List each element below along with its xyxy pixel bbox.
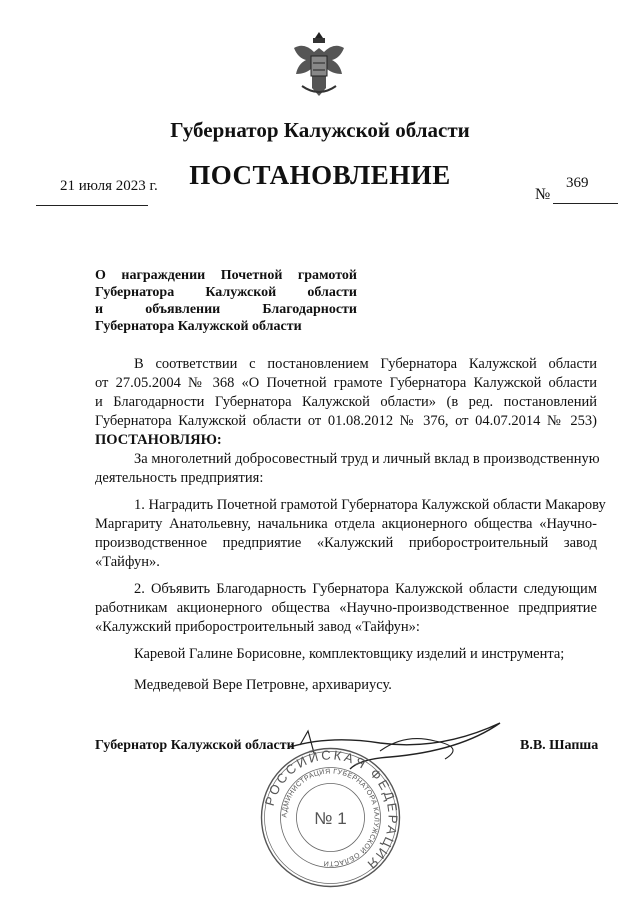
resolve-word: ПОСТАНОВЛЯЮ: <box>95 432 222 448</box>
document-type-title: ПОСТАНОВЛЕНИЕ <box>189 160 451 190</box>
preamble-line: В соответствии с постановлением Губернатора Калужской области <box>134 356 597 372</box>
seal-inner-text: АДМИНИСТРАЦИЯ ГУБЕРНАТОРА КАЛУЖСКОЙ ОБЛАСТИ <box>281 768 380 867</box>
reason-line: деятельность предприятия: <box>95 470 264 486</box>
subject-word: Калужской <box>205 285 277 300</box>
subject-line <box>95 301 357 318</box>
subject-word: области <box>307 285 357 300</box>
subject-word: объявлении <box>145 302 221 317</box>
item2-line: 2. Объявить Благодарность Губернатора Калужской области следующим <box>134 581 597 597</box>
item1-line: «Тайфун». <box>95 554 160 570</box>
subject-line <box>95 318 357 335</box>
item1-line: Маргариту Анатольевну, начальника отдела акционерного общества «Научно- <box>95 516 597 532</box>
subject-word: награждении <box>121 268 206 283</box>
subject-word: Благодарности <box>262 302 357 317</box>
number-underline <box>553 203 618 204</box>
subject-line <box>95 267 357 284</box>
document-date: 21 июля 2023 г. <box>60 178 158 194</box>
subject-word: и <box>95 302 104 317</box>
office-title: Губернатор Калужской области <box>170 118 470 142</box>
signatory-name: В.В. Шапша <box>520 738 599 753</box>
subject-word: Губернатора <box>95 285 175 300</box>
date-underline <box>36 205 148 206</box>
preamble-line: от 27.05.2004 № 368 «О Почетной грамоте Губернатора Калужской области <box>95 375 597 391</box>
subject-line <box>95 284 357 301</box>
item2-line: «Калужский приборостроительный завод «Тайфун»: <box>95 619 420 635</box>
subject-word: грамотой <box>297 268 357 283</box>
coat-of-arms-emblem <box>288 30 350 100</box>
item1-line: производственное предприятие «Калужский приборостроительный завод <box>95 535 597 551</box>
item2-line: работникам акционерного общества «Научно-производственное предприятие <box>95 600 597 616</box>
seal-outer-text: РОССИЙСКАЯ ФЕДЕРАЦИЯ <box>261 747 401 874</box>
awardee-line: Медведевой Вере Петровне, архивариусу. <box>134 677 392 693</box>
document-number: 369 <box>566 175 589 191</box>
awardee-line: Каревой Галине Борисовне, комплектовщику изделий и инструмента; <box>134 646 565 662</box>
signatory-title: Губернатор Калужской области <box>95 738 295 753</box>
reason-line: За многолетний добросовестный труд и личный вклад в производственную <box>134 451 600 467</box>
preamble-line: и Благодарности Губернатора Калужской области» (в ред. постановлений <box>95 394 597 410</box>
subject-word: Губернатора Калужской области <box>95 319 302 334</box>
seal-number: № 1 <box>314 809 347 828</box>
item1-line: 1. Наградить Почетной грамотой Губернатора Калужской области Макарову <box>134 497 606 513</box>
subject-word: Почетной <box>220 268 283 283</box>
document-subject <box>95 267 357 335</box>
number-sign: № <box>535 186 551 203</box>
official-seal <box>258 745 403 890</box>
subject-word: О <box>95 268 106 283</box>
preamble-line: Губернатора Калужской области от 01.08.2012 № 376, от 04.07.2014 № 253) <box>95 413 597 429</box>
